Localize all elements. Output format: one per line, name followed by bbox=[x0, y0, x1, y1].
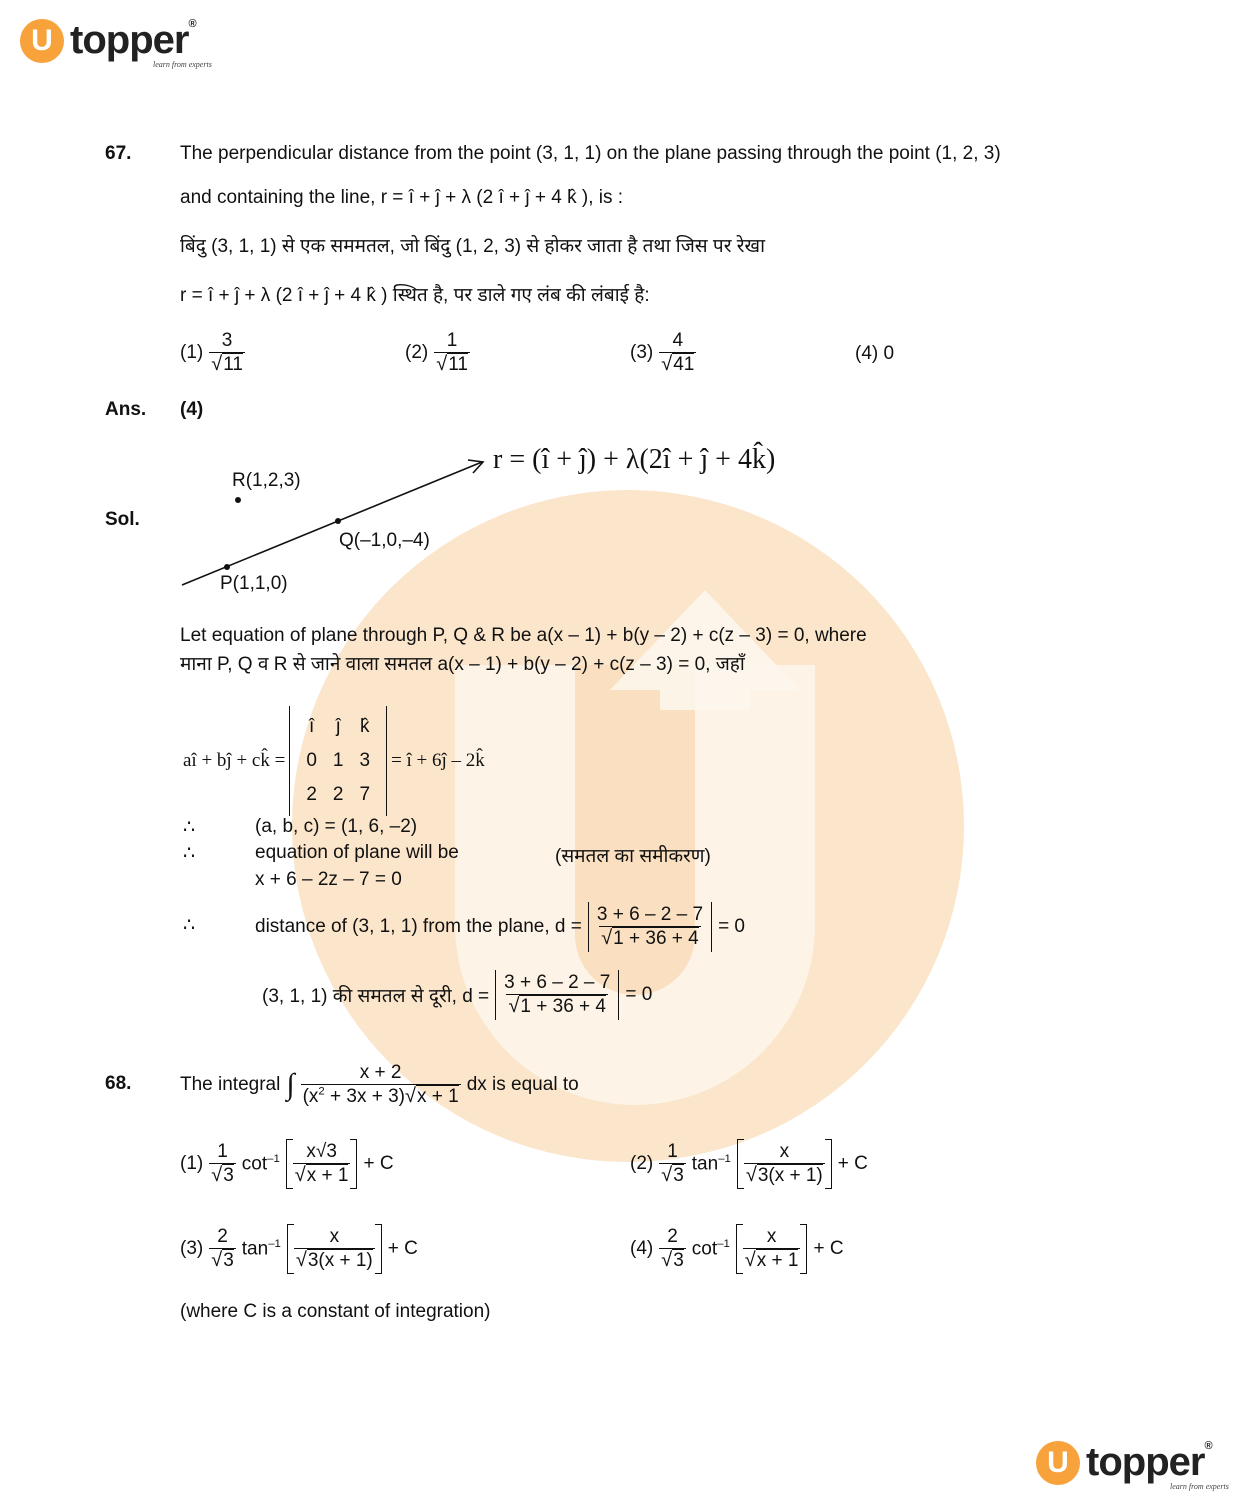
sol-line2: माना P, Q व R से जाने वाला समतल a(x – 1) + b(y – 2) + c(z – 3) = 0, जहाँ bbox=[180, 654, 745, 675]
topper-logo-bottom bbox=[1036, 1440, 1212, 1485]
therefore-1: ∴ bbox=[183, 817, 196, 838]
distance-formula: distance of (3, 1, 1) from the plane, d = $\frac{3 + 6 - 2 - 7}{√1 + 36 + 4}$ = 0 bbox=[255, 898, 745, 956]
q68-option-4: (4) $\frac{2}{√3}$ $\cot^{-1}$ $\frac{x}{√x + 1}$ + C bbox=[630, 1217, 844, 1281]
point-q bbox=[335, 518, 341, 524]
integrand: $\frac{x + 2}{(x^2 + 3x + 3)√x + 1}$ bbox=[302, 1062, 459, 1107]
diagram-line-equation: r = (î + ĵ) + λ(2î + ĵ + 4k̂) bbox=[493, 444, 776, 475]
logo-tagline: learn from experts bbox=[153, 60, 212, 69]
label-r: R(1,2,3) bbox=[232, 470, 301, 491]
distance-abs-hindi: $\frac{3 + 6 - 2 - 7}{√1 + 36 + 4}$ bbox=[495, 970, 619, 1020]
label-q: Q(–1,0,–4) bbox=[339, 530, 430, 551]
step1: (a, b, c) = (1, 6, –2) bbox=[255, 816, 418, 837]
logo-tagline-bottom: learn from experts bbox=[1170, 1482, 1229, 1491]
q67-number: 67. bbox=[105, 143, 132, 164]
q67-line1: The perpendicular distance from the point (3, 1, 1) on the plane passing through the point (1, 2, 3) bbox=[180, 143, 1001, 164]
q67-option-1: (1) $\frac{3}{√11}$ bbox=[180, 330, 243, 375]
det-rhs: = î + 6ĵ – 2k̂ bbox=[391, 750, 485, 771]
topper-logo bbox=[20, 18, 196, 63]
q67-option-2: (2) $\frac{1}{√11}$ bbox=[405, 330, 468, 375]
step2: equation of plane will be bbox=[255, 842, 459, 863]
logo-mark-icon: U bbox=[20, 19, 64, 63]
q68-option-1: (1) $\frac{1}{√3}$ $\cot^{-1}$ $\frac{x√3}{√x + 1}$ + C bbox=[180, 1132, 394, 1196]
label-p: P(1,1,0) bbox=[220, 573, 288, 594]
answer-value: (4) bbox=[180, 399, 204, 420]
line-diagram bbox=[170, 450, 510, 590]
distance-formula-hindi: (3, 1, 1) की समतल से दूरी, d = $\frac{3 + 6 - 2 - 7}{√1 + 36 + 4}$ = 0 bbox=[262, 966, 652, 1024]
q68-number: 68. bbox=[105, 1073, 132, 1094]
q67-hindi2: r = î + ĵ + λ (2 î + ĵ + 4 k̂ ) स्थित है, पर डाले गए लंब की लंबाई है: bbox=[180, 285, 650, 306]
integral-sign-icon: ∫ bbox=[286, 1068, 295, 1101]
q67-option-4: (4) 0 bbox=[855, 343, 895, 364]
therefore-3: ∴ bbox=[183, 915, 196, 936]
logo-mark-icon-bottom: U bbox=[1036, 1441, 1080, 1485]
q67-option-3: (3) $\frac{4}{√41}$ bbox=[630, 330, 695, 375]
solution-label: Sol. bbox=[105, 509, 140, 530]
q68-note: (where C is a constant of integration) bbox=[180, 1301, 491, 1322]
point-r bbox=[235, 497, 241, 503]
distance-abs: $\frac{3 + 6 - 2 - 7}{√1 + 36 + 4}$ bbox=[588, 902, 712, 952]
q67-hindi1: बिंदु (3, 1, 1) से एक सममतल, जो बिंदु (1, 2, 3) से होकर जाता है तथा जिस पर रेखा bbox=[180, 236, 765, 257]
q68-option-3: (3) $\frac{2}{√3}$ $\tan^{-1}$ $\frac{x}{√3(x + 1)}$ + C bbox=[180, 1217, 418, 1281]
answer-label: Ans. bbox=[105, 399, 147, 420]
q67-line2: and containing the line, r = î + ĵ + λ (2 î + ĵ + 4 k̂ ), is : bbox=[180, 187, 624, 208]
step2-hindi: (समतल का समीकरण) bbox=[555, 846, 711, 867]
step3: x + 6 – 2z – 7 = 0 bbox=[255, 869, 402, 890]
det-lhs: aî + bĵ + ck̂ = bbox=[183, 750, 286, 771]
determinant: î ĵ k̂ 0 1 3 2 2 7 bbox=[289, 706, 387, 816]
logo-wordmark: topper® bbox=[70, 18, 196, 62]
therefore-2: ∴ bbox=[183, 843, 196, 864]
point-p bbox=[224, 564, 230, 570]
determinant-equation bbox=[183, 706, 485, 816]
q68-option-2: (2) $\frac{1}{√3}$ $\tan^{-1}$ $\frac{x}{√3(x + 1)}$ + C bbox=[630, 1132, 868, 1196]
logo-wordmark-bottom: topper® bbox=[1086, 1440, 1212, 1484]
sol-line1: Let equation of plane through P, Q & R be a(x – 1) + b(y – 2) + c(z – 3) = 0, where bbox=[180, 625, 867, 646]
q68-question: The integral ∫ $\frac{x + 2}{(x^2 + 3x + 3)√x + 1}$ dx is equal to bbox=[180, 1062, 579, 1107]
